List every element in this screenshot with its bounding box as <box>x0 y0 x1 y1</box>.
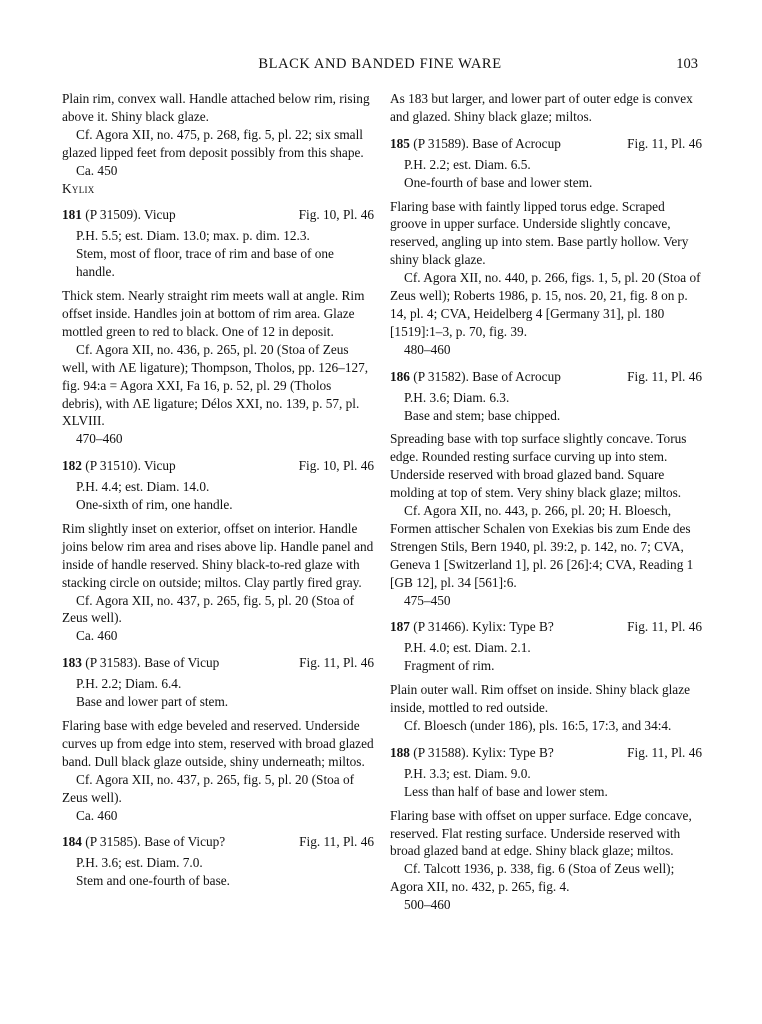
entry-date: 500–460 <box>404 897 451 913</box>
entry-header <box>62 206 374 224</box>
entry-number: 186 <box>390 368 410 384</box>
entry-dimensions: P.H. 3.6; Diam. 6.3. <box>404 389 510 405</box>
entry-header <box>62 457 374 475</box>
intro-date: Ca. 450 <box>76 162 118 178</box>
figure-reference: Fig. 10, Pl. 46 <box>298 207 374 223</box>
entry-number: 183 <box>62 655 82 671</box>
figure-reference: Fig. 11, Pl. 46 <box>299 655 374 671</box>
entry-preservation: Base and lower part of stem. <box>76 694 229 710</box>
figure-reference: Fig. 11, Pl. 46 <box>627 368 702 384</box>
entry-date: 470–460 <box>76 431 123 447</box>
entry-description: Thick stem. Nearly straight rim meets wall at angle. Rim offset inside. Handles join at bottom of rim area. Glaze mottled green to red to black. One of 12 in deposit. <box>62 288 365 339</box>
entry-description: Flaring base with offset on upper surface. Edge concave, reserved. Flat resting surface. Underside reserved with broad glazed band at edge. Shiny black glaze; miltos. <box>390 807 692 859</box>
entry-header <box>62 654 374 672</box>
entry-description: Spreading base with top surface slightly concave. Torus edge. Rounded resting surface curving up into stem. Underside reserved with broad glazed band. Square molding at top of stem. Very shiny black glaze; miltos. <box>390 431 687 501</box>
entry-comparanda: Cf. Agora XII, no. 443, p. 266, pl. 20; H. Bloesch, Formen attischer Schalen von Exekias bis zum Ende des Strengen Stils, Bern 1940, pl. 39:2, p. 142, no. 7; CVA, Geneva 1 [Switzerland 1], pl. 26 [26]:4; CVA, Reading 1 [GB 12], pl. 34 [561]:6. <box>390 503 694 590</box>
entry-preservation: Stem, most of floor, trace of rim and base of one handle. <box>76 246 334 280</box>
entry-dimensions: P.H. 5.5; est. Diam. 13.0; max. p. dim. 12.3. <box>76 228 310 244</box>
entry-title: (P 31509). Vicup <box>85 207 176 223</box>
entry-comparanda: Cf. Agora XII, no. 440, p. 266, figs. 1, 5, pl. 20 (Stoa of Zeus well); Roberts 1986, p. 15, nos. 20, 21, fig. 8 on p. 14, pl. 4; CVA, Heidelberg 4 [Germany 31], pl. 180 [1519]:1–3, p. 70, fig. 39. <box>390 270 701 339</box>
entry-preservation: One-fourth of base and lower stem. <box>404 174 593 190</box>
entry-date: 475–450 <box>404 592 451 608</box>
entry-number: 181 <box>62 207 82 223</box>
catalog-entry-187 <box>390 618 702 734</box>
running-header <box>62 56 698 76</box>
entry-comparanda: Cf. Agora XII, no. 437, p. 265, fig. 5, pl. 20 (Stoa of Zeus well). <box>62 592 355 626</box>
entry-title: (P 31583). Base of Vicup <box>85 655 220 671</box>
entry-comparanda: Cf. Agora XII, no. 437, p. 265, fig. 5, pl. 20 (Stoa of Zeus well). <box>62 771 355 805</box>
entry-description: Flaring base with faintly lipped torus edge. Scraped groove in upper surface. Underside slightly concave, reserved, angling up into stem. Base partly hollow. Very shiny black glaze. <box>390 198 689 268</box>
entry-dimensions: P.H. 2.2; Diam. 6.4. <box>76 676 182 692</box>
entry-header <box>390 135 702 153</box>
entry-preservation: One-sixth of rim, one handle. <box>76 497 233 513</box>
entry-comparanda: Cf. Talcott 1936, p. 338, fig. 6 (Stoa of Zeus well); Agora XII, no. 432, p. 265, fig. 4. <box>390 861 675 895</box>
entry-preservation: Stem and one-fourth of base. <box>76 873 230 889</box>
entry-title: (P 31585). Base of Vicup? <box>85 834 226 850</box>
entry-date: Ca. 460 <box>76 628 118 644</box>
entry-dimensions: P.H. 3.6; est. Diam. 7.0. <box>76 855 203 871</box>
figure-reference: Fig. 11, Pl. 46 <box>627 744 702 760</box>
entry-description: Rim slightly inset on exterior, offset on interior. Handle joins below rim area and rises above lip. Handle panel and inside of handle reserved. Shiny black-to-red glaze with stacking circle on outside; miltos. Clay partly fired gray. <box>62 520 374 590</box>
entry-title: (P 31510). Vicup <box>85 458 176 474</box>
entry-184-continuation: As 183 but larger, and lower part of outer edge is convex and glazed. Shiny black glaze; miltos. <box>390 91 693 124</box>
entry-comparanda: Cf. Agora XII, no. 436, p. 265, pl. 20 (Stoa of Zeus well, with ΛΕ ligature); Thompson, Tholos, pp. 126–127, fig. 94:a = Agora XXI, Fa 16, p. 52, pl. 29 (Tholos debris), with ΛΕ ligature; Délos XXI, no. 139, p. 57, pl. XLVIII. <box>62 341 369 429</box>
intro-comparanda: Cf. Agora XII, no. 475, p. 268, fig. 5, pl. 22; six small glazed lipped feet from deposit possibly from this shape. <box>62 126 364 160</box>
entry-number: 188 <box>390 744 410 760</box>
catalog-entry-182 <box>62 457 374 645</box>
entry-date: 480–460 <box>404 341 451 357</box>
entry-preservation: Base and stem; base chipped. <box>404 407 561 423</box>
page-number: 103 <box>676 56 698 72</box>
catalog-entry-181 <box>62 206 374 448</box>
catalog-entry-188 <box>390 744 702 914</box>
entry-header <box>390 368 702 386</box>
entry-title: (P 31589). Base of Acrocup <box>413 135 561 151</box>
left-column <box>62 90 374 890</box>
entry-dimensions: P.H. 4.4; est. Diam. 14.0. <box>76 479 210 495</box>
catalog-entry-183 <box>62 654 374 824</box>
entry-header <box>390 744 702 762</box>
entry-number: 184 <box>62 834 82 850</box>
entry-header <box>62 833 374 851</box>
figure-reference: Fig. 11, Pl. 46 <box>627 619 702 635</box>
intro-description: Plain rim, convex wall. Handle attached below rim, rising above it. Shiny black glaze. <box>62 91 370 124</box>
entry-number: 185 <box>390 135 410 151</box>
entry-number: 187 <box>390 619 410 635</box>
entry-dimensions: P.H. 2.2; est. Diam. 6.5. <box>404 156 531 172</box>
right-column <box>390 90 702 914</box>
entry-dimensions: P.H. 4.0; est. Diam. 2.1. <box>404 640 531 656</box>
catalog-entry-185 <box>390 135 702 359</box>
entry-preservation: Fragment of rim. <box>404 658 495 674</box>
figure-reference: Fig. 10, Pl. 46 <box>298 458 374 474</box>
entry-number: 182 <box>62 458 82 474</box>
catalog-entry-186 <box>390 368 702 610</box>
entry-title: (P 31582). Base of Acrocup <box>413 368 561 384</box>
section-heading: Kylix <box>62 180 95 196</box>
entry-dimensions: P.H. 3.3; est. Diam. 9.0. <box>404 765 531 781</box>
figure-reference: Fig. 11, Pl. 46 <box>299 834 374 850</box>
entry-comparanda: Cf. Bloesch (under 186), pls. 16:5, 17:3, and 34:4. <box>404 718 672 733</box>
entry-description: Plain outer wall. Rim offset on inside. Shiny black glaze inside, mottled to red outside. <box>390 682 690 716</box>
entry-title: (P 31588). Kylix: Type B? <box>413 744 554 760</box>
entry-preservation: Less than half of base and lower stem. <box>404 783 608 799</box>
catalog-entry-184 <box>62 833 374 890</box>
running-title: BLACK AND BANDED FINE WARE <box>258 56 502 72</box>
entry-description: Flaring base with edge beveled and reserved. Underside curves up from edge into stem, reserved with broad glazed band. Dull black glaze outside, shiny underneath; miltos. <box>62 718 374 769</box>
entry-header <box>390 618 702 636</box>
entry-date: Ca. 460 <box>76 807 118 823</box>
figure-reference: Fig. 11, Pl. 46 <box>627 135 702 151</box>
entry-title: (P 31466). Kylix: Type B? <box>413 619 554 635</box>
